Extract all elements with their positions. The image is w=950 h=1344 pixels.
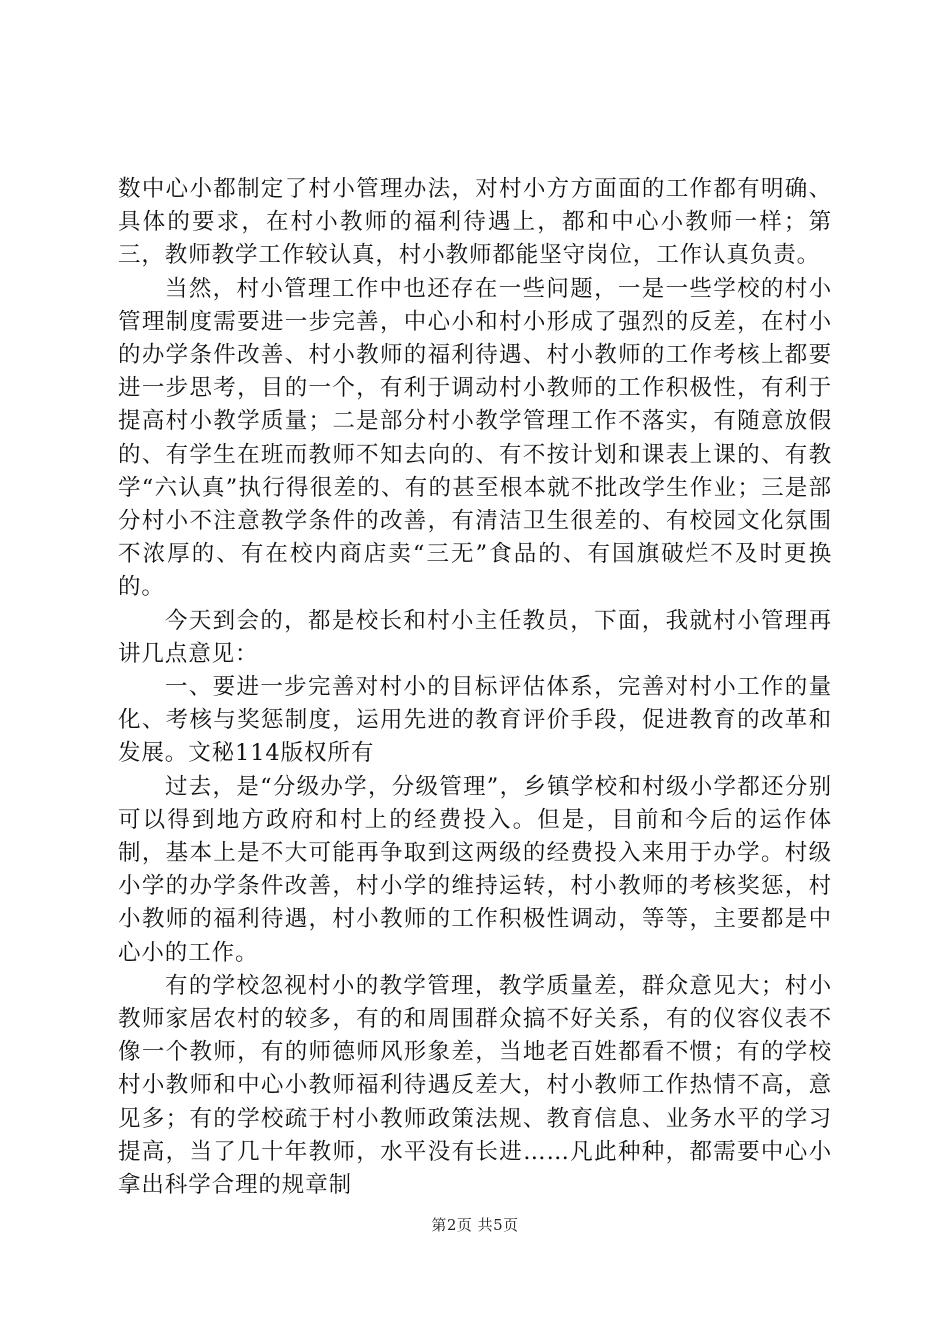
paragraph-point-one: 一、要进一步完善对村小的目标评估体系，完善对村小工作的量化、考核与奖惩制度，运用先进的教育评价手段，促进教育的改革和发展。文秘114版权所有 [118, 674, 832, 767]
document-body [118, 173, 832, 1202]
paragraph-school-issues: 有的学校忽视村小的教学管理，教学质量差，群众意见大；村小教师家居农村的较多，有的和周围群众搞不好关系，有的仪容仪表不像一个教师，有的师德师风形象差，当地老百姓都看不惯；有的学校村小教师和中心小教师福利待遇反差大，村小教师工作热情不高，意见多；有的学校疏于村小教师政策法规、教育信息、业务水平的学习提高，当了几十年教师，水平没有长进……凡此种种，都需要中心小拿出科学合理的规章制 [118, 972, 832, 1199]
paragraph-problems: 当然，村小管理工作中也还存在一些问题，一是一些学校的村小管理制度需要进一步完善，中心小和村小形成了强烈的反差，在村小的办学条件改善、村小教师的福利待遇、村小教师的工作考核上都要进一步思考，目的一个，有利于调动村小教师的工作积极性，有利于提高村小教学质量；二是部分村小教学管理工作不落实，有随意放假的、有学生在班而教师不知去向的、有不按计划和课表上课的、有教学“六认真”执行得很差的、有的甚至根本就不批改学生作业；三是部分村小不注意教学条件的改善，有清洁卫生很差的、有校园文化氛围不浓厚的、有在校内商店卖“三无”食品的、有国旗破烂不及时更换的。 [118, 275, 832, 601]
paragraph-opinions-intro: 今天到会的，都是校长和村小主任教员，下面，我就村小管理再讲几点意见： [118, 607, 832, 667]
page-number-footer: 第2页 共5页 [431, 1216, 519, 1234]
paragraph-continuation: 数中心小都制定了村小管理办法，对村小方方面面的工作都有明确、具体的要求，在村小教师的福利待遇上，都和中心小教师一样；第三，教师教学工作较认真，村小教师都能坚守岗位，工作认真负责。 [118, 176, 832, 269]
paragraph-past-funding: 过去，是“分级办学，分级管理”，乡镇学校和村级小学都还分别可以得到地方政府和村上的经费投入。但是，目前和今后的运作体制，基本上是不大可能再争取到这两级的经费投入来用于办学。村级小学的办学条件改善，村小学的维持运转，村小教师的考核奖惩，村小教师的福利待遇，村小教师的工作积极性调动，等等，主要都是中心小的工作。 [118, 773, 832, 966]
